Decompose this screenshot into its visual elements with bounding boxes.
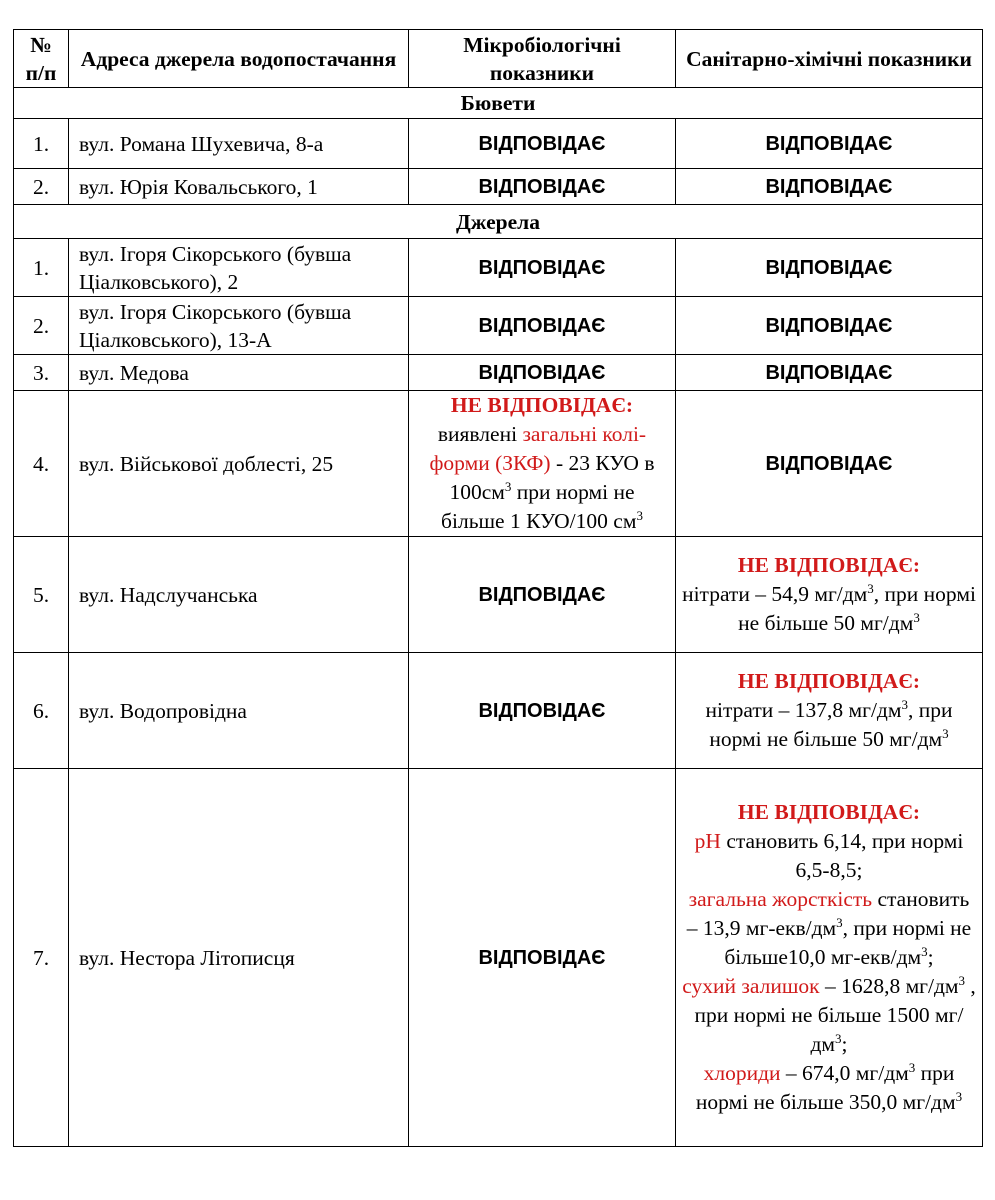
table-row: [14, 355, 983, 391]
header-address: Адреса джерела водопостачання: [69, 30, 409, 88]
note-text: , при нормі не більше 50 мг/дм: [738, 582, 976, 635]
superscript: 3: [913, 609, 920, 625]
note-text: становить – 13,9 мг-екв/дм: [686, 887, 970, 940]
superscript: 3: [835, 1030, 842, 1046]
note-text: при нормі не більше 1 КУО/100 см: [441, 480, 637, 533]
chem-status: ВІДПОВІДАЄ: [676, 119, 983, 169]
micro-status: ВІДПОВІДАЄ: [409, 653, 676, 769]
section-row-byuvety: [14, 88, 983, 119]
section-row-dzherela: [14, 205, 983, 239]
table-row: [14, 119, 983, 169]
chem-status: ВІДПОВІДАЄ: [676, 297, 983, 355]
micro-status: ВІДПОВІДАЄ: [409, 239, 676, 297]
table-row: [14, 169, 983, 205]
note-text: ;: [927, 945, 934, 969]
chem-status-fail: НЕ ВІДПОВІДАЄ:: [737, 553, 921, 577]
row-address: вул. Медова: [69, 355, 409, 391]
chem-status: ВІДПОВІДАЄ: [676, 239, 983, 297]
micro-note: [409, 391, 676, 537]
table-row: [14, 391, 983, 537]
superscript: 3: [867, 580, 874, 596]
row-address: вул. Надслучанська: [69, 537, 409, 653]
superscript: 3: [942, 725, 949, 741]
micro-status: ВІДПОВІДАЄ: [409, 297, 676, 355]
row-address: вул. Водопровідна: [69, 653, 409, 769]
row-num: 7.: [14, 769, 69, 1147]
row-num: 3.: [14, 355, 69, 391]
superscript: 3: [921, 943, 928, 959]
note-text: , при нормі не більше 1500 мг/дм: [694, 974, 976, 1056]
header-num: № п/п: [14, 30, 69, 88]
header-micro: Мікробіологічні показники: [409, 30, 676, 88]
superscript: 3: [636, 507, 643, 523]
note-highlight: рН: [694, 829, 721, 853]
superscript: 3: [908, 1059, 916, 1075]
row-address: вул. Юрія Ковальського, 1: [69, 169, 409, 205]
note-highlight: загальні колі-форми (ЗКФ): [429, 422, 647, 475]
note-highlight: хлориди: [703, 1061, 781, 1085]
superscript: 3: [504, 478, 512, 494]
row-num: 5.: [14, 537, 69, 653]
chem-note: [676, 769, 983, 1147]
note-text: , при нормі не більше 50 мг/дм: [709, 698, 953, 751]
micro-status: ВІДПОВІДАЄ: [409, 169, 676, 205]
note-text: становить 6,14, при нормі 6,5-8,5;: [720, 829, 964, 882]
row-num: 6.: [14, 653, 69, 769]
note-text: - 23 КУО в 100см: [449, 451, 655, 504]
section-title-dzherela: Джерела: [14, 205, 983, 239]
table-row: [14, 769, 983, 1147]
row-num: 2.: [14, 169, 69, 205]
note-text: нітрати – 54,9 мг/дм: [682, 582, 868, 606]
row-num: 4.: [14, 391, 69, 537]
chem-note: [676, 537, 983, 653]
chem-status-fail: НЕ ВІДПОВІДАЄ:: [737, 669, 921, 693]
table-row: [14, 653, 983, 769]
note-text: – 674,0 мг/дм: [780, 1061, 909, 1085]
note-text: при нормі не більше 350,0 мг/дм: [695, 1061, 956, 1114]
note-highlight: загальна жорсткість: [688, 887, 873, 911]
chem-status: ВІДПОВІДАЄ: [676, 169, 983, 205]
micro-status: ВІДПОВІДАЄ: [409, 119, 676, 169]
note-text: ;: [841, 1032, 848, 1056]
micro-status: ВІДПОВІДАЄ: [409, 355, 676, 391]
micro-status: ВІДПОВІДАЄ: [409, 537, 676, 653]
note-text: , при нормі не більше10,0 мг-екв/дм: [724, 916, 972, 969]
row-num: 1.: [14, 119, 69, 169]
table-row: [14, 537, 983, 653]
note-text: виявлені: [437, 422, 523, 446]
note-highlight: сухий залишок: [682, 974, 820, 998]
row-num: 1.: [14, 239, 69, 297]
table-row: [14, 297, 983, 355]
water-quality-table: [13, 29, 983, 1147]
row-address: вул. Нестора Літописця: [69, 769, 409, 1147]
chem-status: ВІДПОВІДАЄ: [676, 391, 983, 537]
note-text: нітрати – 137,8 мг/дм: [705, 698, 902, 722]
chem-status: ВІДПОВІДАЄ: [676, 355, 983, 391]
header-row: [14, 30, 983, 88]
row-address: вул. Ігоря Сікорського (бувша Ціалковського), 2: [69, 239, 409, 297]
chem-note: [676, 653, 983, 769]
superscript: 3: [901, 696, 908, 712]
row-num: 2.: [14, 297, 69, 355]
section-title-byuvety: Бювети: [14, 88, 983, 119]
chem-status-fail: НЕ ВІДПОВІДАЄ:: [737, 800, 921, 824]
superscript: 3: [958, 972, 966, 988]
superscript: 3: [836, 914, 843, 930]
superscript: 3: [955, 1088, 963, 1104]
table-row: [14, 239, 983, 297]
header-chem: Санітарно-хімічні показники: [676, 30, 983, 88]
micro-status-fail: НЕ ВІДПОВІДАЄ:: [450, 393, 634, 417]
row-address: вул. Ігоря Сікорського (бувша Ціалковського), 13-А: [69, 297, 409, 355]
micro-status: ВІДПОВІДАЄ: [409, 769, 676, 1147]
row-address: вул. Романа Шухевича, 8-а: [69, 119, 409, 169]
row-address: вул. Військової доблесті, 25: [69, 391, 409, 537]
note-text: – 1628,8 мг/дм: [819, 974, 959, 998]
